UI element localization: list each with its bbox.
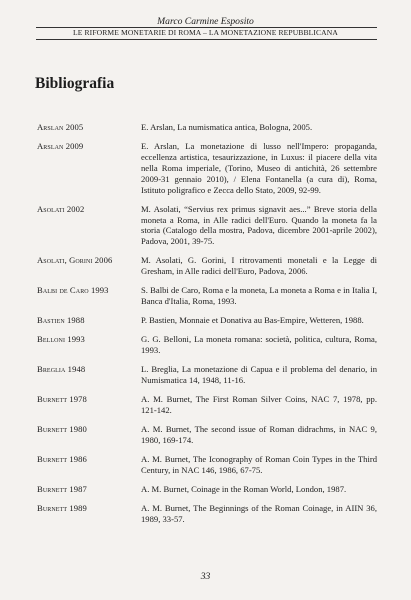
entry-reference: A. M. Burnet, The Beginnings of the Roman Coinage, in AIIN 36, 1989, 33-57. [141, 502, 377, 524]
bibliography-entry [37, 484, 377, 495]
entry-key: Asolati 2002 [37, 203, 85, 214]
entry-key: Burnett 1989 [37, 502, 87, 513]
bibliography-entry [37, 503, 377, 525]
bibliography-entry [37, 334, 377, 356]
entry-reference: G. G. Belloni, La moneta romana: società, politica, cultura, Roma, 1993. [141, 334, 377, 356]
entry-key: Arslan 2009 [37, 141, 84, 151]
entry-key: Bastien 1988 [37, 315, 85, 326]
entry-reference: A. M. Burnet, The second issue of Roman didrachms, in NAC 9, 1980, 169-174. [141, 423, 377, 445]
entry-key: Burnett 1987 [37, 483, 87, 494]
header-rule-bottom [36, 39, 377, 40]
entry-key: Burnett 1986 [37, 453, 87, 464]
entry-reference: A. M. Burnet, The Iconography of Roman Coin Types in the Third Century, in NAC 146, 1986, 67-75. [141, 453, 377, 475]
entry-reference: L. Breglia, La monetazione di Capua e il problema del denario, in Numismatica 14, 1948, 11-16. [141, 364, 377, 385]
entry-key: Burnett 1980 [37, 423, 87, 434]
entry-reference: M. Asolati, “Servius rex primus signavit aes...” Breve storia della moneta a Roma, in Alle radici dell'Euro. Quando la moneta fa la storia (Catalogo della mostra, Padova, dicembre 2001-aprile 2002), Padova, 2001, 39-75. [141, 203, 377, 247]
entry-reference: A. M. Burnet, Coinage in the Roman World, London, 1987. [141, 483, 347, 494]
entry-key: Balbi de Caro 1993 [37, 285, 109, 296]
bibliography-entry [37, 364, 377, 386]
entry-key: Breglia 1948 [37, 364, 86, 375]
bibliography-entry [37, 122, 377, 133]
bibliography-list [37, 122, 377, 533]
bibliography-entry [37, 394, 377, 416]
entry-key: Asolati, Gorini 2006 [37, 255, 113, 266]
entry-reference: E. Arslan, La monetazione di lusso nell'Impero: propaganda, eccellenza artistica, tesaurizzazione, in Luxus: il piacere della vita nella Roma imperiale, (Torino, Museo di antichità, 26 settembre 2009-31 gennaio 2010), / Elena Fontanella (a cura di), Roma, Istituto poligrafico e Zecca dello Stato, 2009, 92-99. [141, 141, 377, 195]
running-header-author: Marco Carmine Esposito [157, 16, 254, 27]
bibliography-entry [37, 285, 377, 307]
bibliography-entry [37, 424, 377, 446]
bibliography-entry [37, 255, 377, 277]
section-title: Bibliografia [35, 75, 115, 92]
bibliography-entry [37, 454, 377, 476]
entry-reference: S. Balbi de Caro, Roma e la moneta, La moneta a Roma e in Italia I, Banca d'Italia, Roma, 1993. [141, 285, 377, 307]
entry-reference: M. Asolati, G. Gorini, I ritrovamenti monetali e la Legge di Gresham, in Alle radici dell'Euro, Padova, 2006. [141, 255, 377, 277]
entry-reference: P. Bastien, Monnaie et Donativa au Bas-Empire, Wetteren, 1988. [141, 315, 364, 326]
entry-reference: E. Arslan, La numismatica antica, Bologna, 2005. [141, 122, 313, 132]
entry-key: Arslan 2005 [37, 122, 84, 132]
running-header-subtitle: LE RIFORME MONETARIE DI ROMA – LA MONETAZIONE REPUBBLICANA [73, 28, 338, 37]
bibliography-entry [37, 315, 377, 326]
bibliography-entry [37, 141, 377, 196]
page-number: 33 [200, 571, 211, 582]
entry-reference: A. M. Burnet, The First Roman Silver Coins, NAC 7, 1978, pp. 121-142. [141, 393, 377, 415]
bibliography-entry [37, 204, 377, 248]
entry-key: Belloni 1993 [37, 334, 85, 345]
entry-key: Burnett 1978 [37, 393, 87, 404]
